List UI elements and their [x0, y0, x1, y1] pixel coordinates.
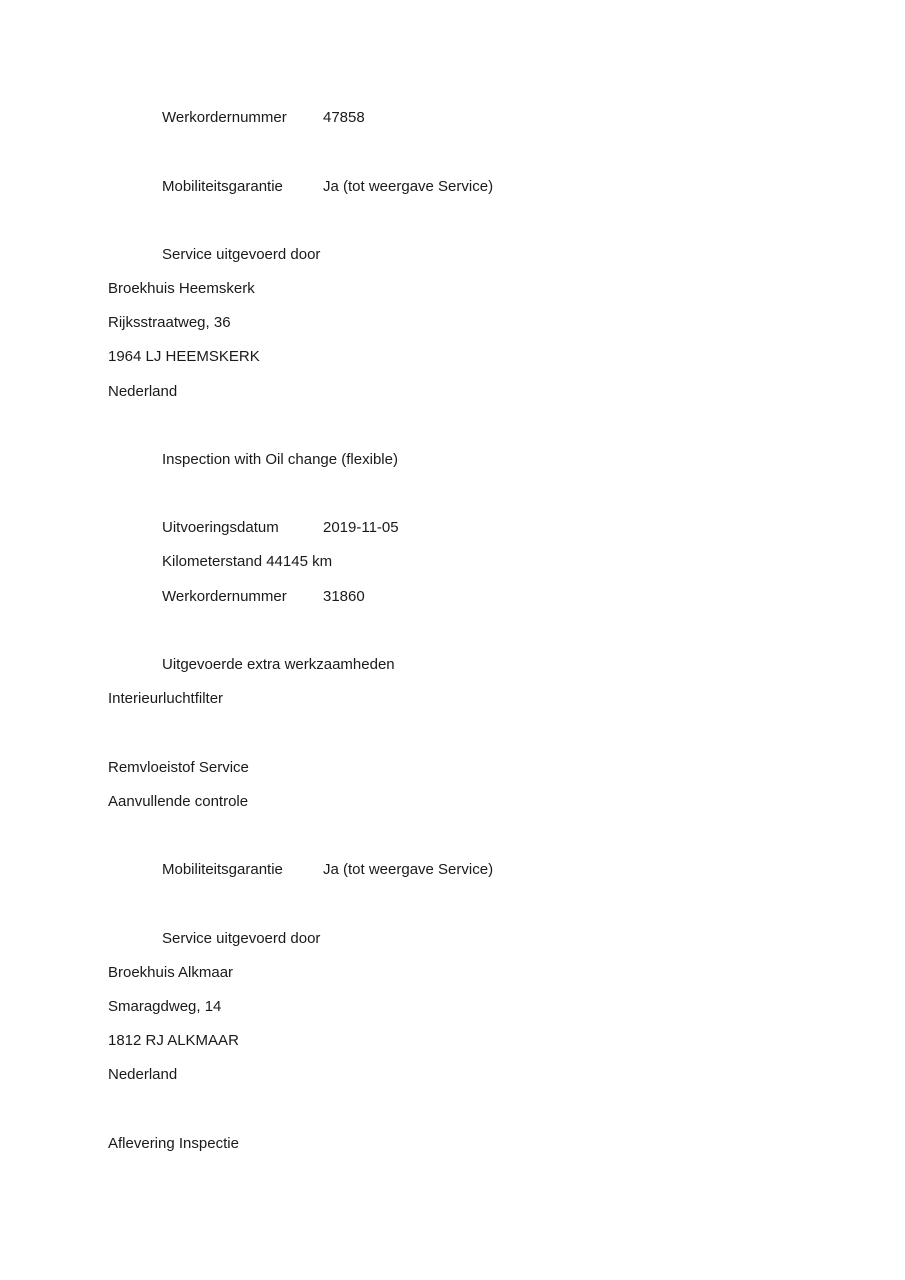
dealer-street: Rijksstraatweg, 36 — [108, 314, 231, 331]
field-label: Uitvoeringsdatum — [162, 519, 279, 536]
section-heading: Uitgevoerde extra werkzaamheden — [162, 656, 395, 673]
execution-date-row — [162, 518, 399, 538]
service-title: Inspection with Oil change (flexible) — [162, 451, 398, 468]
section-heading: Service uitgevoerd door — [162, 246, 321, 263]
field-label: Werkordernummer — [162, 588, 287, 605]
mileage-row: Kilometerstand 44145 km — [162, 553, 333, 570]
field-label: Mobiliteitsgarantie — [162, 178, 283, 195]
field-value: 31860 — [323, 588, 365, 605]
section-heading: Service uitgevoerd door — [162, 930, 321, 947]
extra-work-item: Remvloeistof Service — [108, 759, 249, 776]
dealer-name: Broekhuis Alkmaar — [108, 964, 234, 981]
extra-work-item: Aanvullende controle — [108, 793, 249, 810]
dealer-postal-city: 1812 RJ ALKMAAR — [108, 1032, 239, 1049]
field-value: 47858 — [323, 109, 365, 126]
field-label: Mobiliteitsgarantie — [162, 861, 283, 878]
work-order-row-2 — [162, 587, 365, 607]
dealer-street: Smaragdweg, 14 — [108, 998, 222, 1015]
extra-work-item: Interieurluchtfilter — [108, 690, 224, 707]
field-value: Ja (tot weergave Service) — [323, 861, 494, 878]
field-value: Ja (tot weergave Service) — [323, 178, 494, 195]
mobility-guarantee-row-1 — [162, 177, 494, 197]
service-title: Aflevering Inspectie — [108, 1135, 239, 1152]
dealer-country: Nederland — [108, 383, 178, 400]
field-value: 2019-11-05 — [323, 519, 399, 536]
field-label: Werkordernummer — [162, 109, 287, 126]
mobility-guarantee-row-2 — [162, 860, 494, 880]
dealer-postal-city: 1964 LJ HEEMSKERK — [108, 348, 260, 365]
dealer-country: Nederland — [108, 1066, 178, 1083]
dealer-name: Broekhuis Heemskerk — [108, 280, 255, 297]
work-order-row-1 — [162, 108, 365, 128]
